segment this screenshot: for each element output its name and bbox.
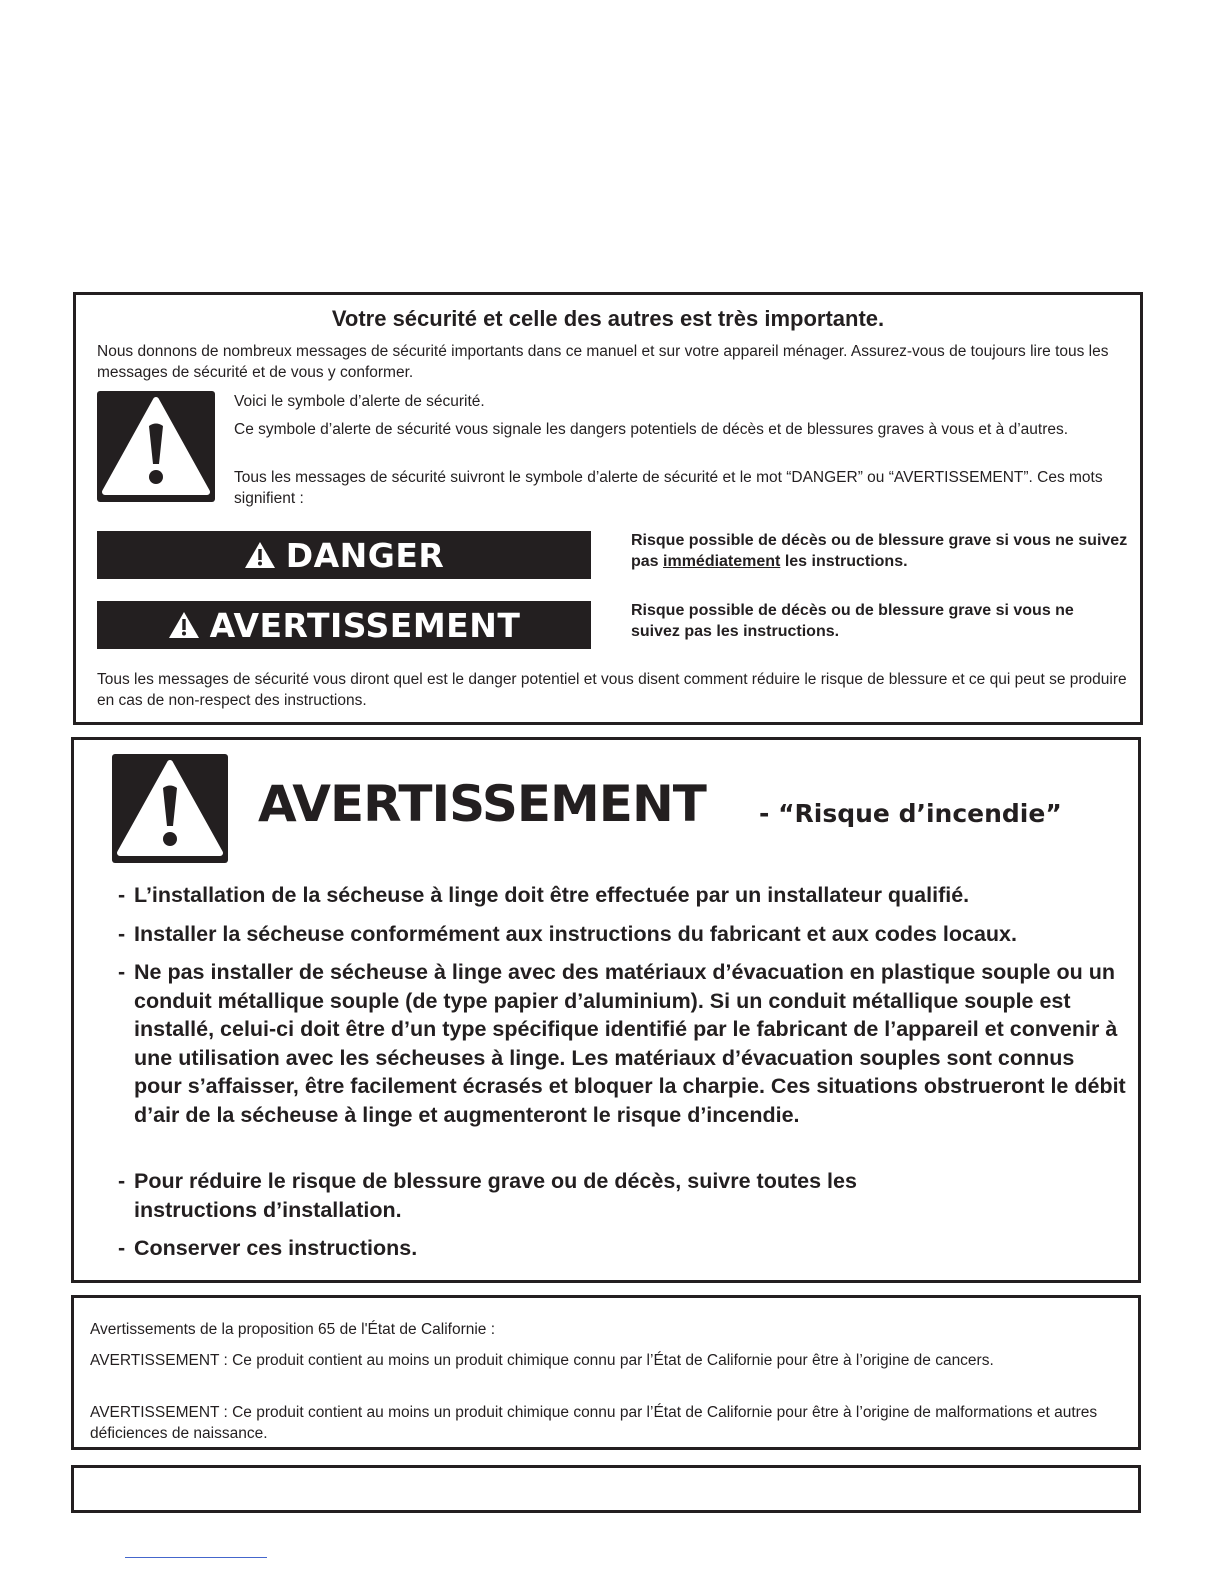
warning-triangle-icon xyxy=(244,541,276,569)
fire-item-3: - Ne pas installer de sécheuse à linge avec des matériaux d’évacuation en plastique souple ou un conduit métallique souple (de type papier d’aluminium). Si un conduit métallique souple est installé, celui-ci doit être d’un type spécifique identifié par le fabricant de l’appareil et convenir à une utilisation avec les sécheuses à linge. Les matériaux d’évacuation souples sont connus pour s’affaisser, être facilement écrasés et bloquer la charpie. Ces situations obstrueront le débit d’air de la sécheuse à linge et augmenteront le risque d’incendie. xyxy=(118,960,1126,1127)
warning-triangle-icon xyxy=(168,611,200,639)
safety-alert-symbol xyxy=(97,391,215,502)
warning-description: Risque possible de décès ou de blessure grave si vous ne suivez pas les instructions. xyxy=(631,602,1074,640)
prop65-warning-box xyxy=(71,1295,1141,1450)
fire-subheading: - “Risque d’incendie” xyxy=(759,799,1062,828)
safety-alert-triangle-icon xyxy=(97,391,215,502)
warning-label: AVERTISSEMENT xyxy=(209,605,521,645)
fire-item-5: - Conserver ces instructions. xyxy=(118,1236,418,1260)
safety-intro: Nous donnons de nombreux messages de sécurité importants dans ce manuel et sur votre appareil ménager. Assurez-vous de toujours lire tous les messages de sécurité et de vous y conformer. xyxy=(97,343,1109,381)
danger-label: DANGER xyxy=(285,535,445,575)
danger-signal-bar xyxy=(97,531,591,579)
fire-item-1: - L’installation de la sécheuse à linge doit être effectuée par un installateur qualifié. xyxy=(118,883,970,907)
danger-desc-before: Risque possible de décès ou de blessure grave si vous ne suivez pas xyxy=(631,532,1128,570)
fire-risk-warning-box xyxy=(71,737,1141,1283)
prop65-warning-cancer: AVERTISSEMENT : Ce produit contient au moins un produit chimique connu par l’État de Californie pour être à l’origine de cancers. xyxy=(90,1352,994,1369)
fire-item-2: - Installer la sécheuse conformément aux instructions du fabricant et aux codes locaux. xyxy=(118,922,1017,946)
safety-alert-triangle-icon xyxy=(112,754,228,863)
danger-desc-after: les instructions. xyxy=(780,553,908,570)
safety-footer: Tous les messages de sécurité vous diront quel est le danger potentiel et vous disent comment réduire le risque de blessure et ce qui peut se produire en cas de non-respect des instructions. xyxy=(97,671,1127,709)
danger-desc-emphasis: immédiatement xyxy=(663,553,781,570)
safety-title: Votre sécurité et celle des autres est très importante. xyxy=(331,306,885,331)
prop65-title: Avertissements de la proposition 65 de l'État de Californie : xyxy=(90,1321,496,1338)
empty-notice-box xyxy=(71,1465,1141,1513)
symbol-line-3: Tous les messages de sécurité suivront le symbole d’alerte de sécurité et le mot “DANGER” ou “AVERTISSEMENT”. Ces mots signifient : xyxy=(234,469,1103,507)
page-divider-line xyxy=(125,1557,267,1558)
prop65-warning-birth-defects: AVERTISSEMENT : Ce produit contient au moins un produit chimique connu par l’État de Californie pour être à l’origine de malformations et autres déficiences de naissance. xyxy=(90,1404,1098,1442)
danger-description xyxy=(631,530,1136,572)
warning-signal-bar xyxy=(97,601,591,649)
fire-alert-symbol xyxy=(112,754,228,863)
fire-item-4: - Pour réduire le risque de blessure grave ou de décès, suivre toutes les instructions d’installation. xyxy=(118,1169,857,1222)
symbol-line-2: Ce symbole d’alerte de sécurité vous signale les dangers potentiels de décès et de blessures graves à vous et à d’autres. xyxy=(234,421,1069,438)
safety-messages-box xyxy=(73,292,1143,725)
symbol-line-1: Voici le symbole d’alerte de sécurité. xyxy=(234,393,485,410)
fire-heading: AVERTISSEMENT xyxy=(258,775,706,833)
